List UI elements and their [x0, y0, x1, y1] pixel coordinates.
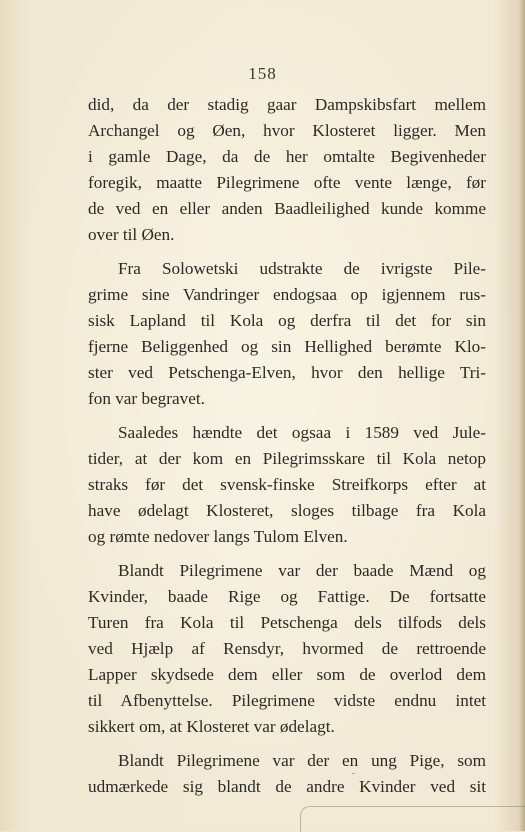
text-line: fjerne Beliggenhed og sin Hellighed berømte Klo-	[88, 337, 486, 356]
text-line: Lapper skydsede dem eller som de overlod dem	[88, 665, 486, 684]
text-line: straks før det svensk-finske Streifkorps efter at	[88, 475, 486, 494]
paragraph	[88, 256, 486, 412]
paragraph	[88, 748, 486, 800]
text-line: sikkert om, at Klosteret var ødelagt.	[88, 717, 335, 736]
text-line: sisk Lapland til Kola og derfra til det for sin	[88, 311, 486, 330]
text-line: ved Hjælp af Rensdyr, hvormed de rettroende	[88, 639, 486, 658]
text-line: Kvinder, baade Rige og Fattige. De fortsatte	[88, 587, 486, 606]
text-line: tider, at der kom en Pilegrimsskare til Kola netop	[88, 449, 486, 468]
text-line: grime sine Vandringer endogsaa op igjennem rus-	[88, 285, 486, 304]
text-line: over til Øen.	[88, 225, 175, 244]
paragraph	[88, 420, 486, 550]
text-line: Turen fra Kola til Petschenga dels tilfods dels	[88, 613, 486, 632]
text-line: foregik, maatte Pilegrimene ofte vente længe, før	[88, 173, 486, 192]
text-line: og rømte nedover langs Tulom Elven.	[88, 527, 348, 546]
text-line: de ved en eller anden Baadleilighed kunde komme	[88, 199, 486, 218]
text-line: Blandt Pilegrimene var der baade Mænd og	[118, 561, 486, 580]
text-line: have ødelagt Klosteret, sloges tilbage fra Kola	[88, 501, 486, 520]
text-line: Fra Solowetski udstrakte de ivrigste Pile-	[118, 259, 486, 278]
page-corner-mark	[300, 806, 525, 832]
page-number: 158	[248, 64, 277, 83]
text-line: Saaledes hændte det ogsaa i 1589 ved Jule-	[118, 423, 486, 442]
text-line: Blandt Pilegrimene var der en ung Pige, som	[118, 751, 486, 770]
paragraph	[88, 92, 486, 248]
text-line: ster ved Petschenga-Elven, hvor den hellige Tri-	[88, 363, 486, 382]
text-line: i gamle Dage, da de her omtalte Begivenheder	[88, 147, 486, 166]
text-line: udmærkede sig blandt de andre Kvinder ved sit	[88, 777, 486, 796]
text-line: fon var begravet.	[88, 389, 205, 408]
text-line: did, da der stadig gaar Dampskibsfart mellem	[88, 95, 486, 114]
page-edge-shadow	[519, 0, 525, 831]
paper-speck	[352, 773, 355, 774]
text-line: Archangel og Øen, hvor Klosteret ligger. Men	[88, 121, 486, 140]
text-line: til Afbenyttelse. Pilegrimene vidste endnu intet	[88, 691, 486, 710]
paragraph	[88, 558, 486, 740]
body-text	[88, 92, 486, 800]
